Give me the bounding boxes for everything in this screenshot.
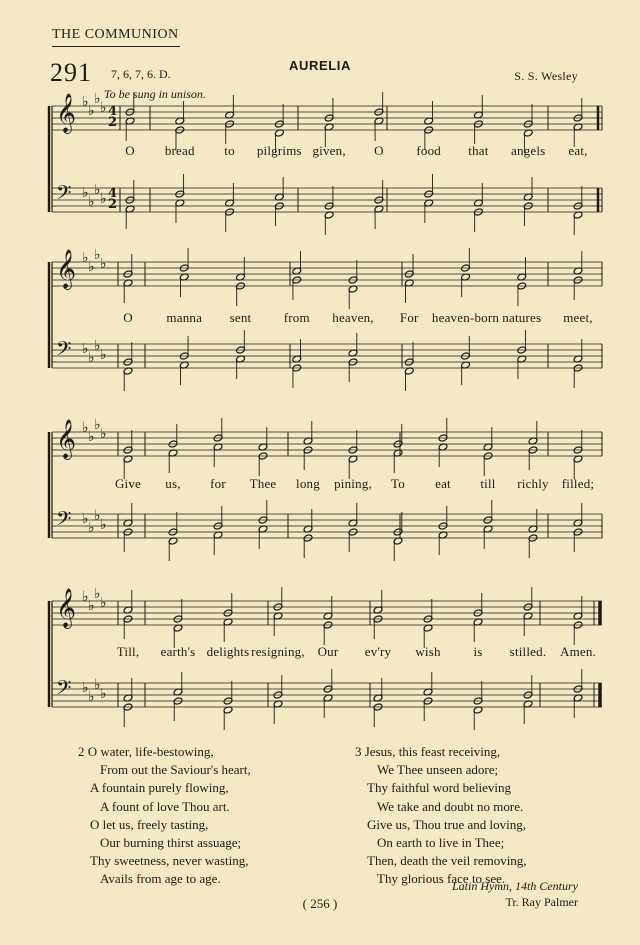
- verse-line: A fount of love Thou art.: [100, 798, 230, 814]
- lyric-syllable: heaven-born: [431, 310, 500, 325]
- treble-clef-icon: 𝄞: [56, 93, 77, 133]
- verse-line: 3 Jesus, this feast receiving,: [355, 744, 501, 759]
- lyric-syllable: ev'ry: [364, 644, 392, 659]
- verse-line: Thy glorious face to see.: [377, 871, 506, 887]
- verse-line: Avails from age to age.: [100, 871, 221, 887]
- lyric-syllable: stilled.: [509, 644, 547, 659]
- flat-icon: ♭: [94, 338, 101, 354]
- running-head: THE COMMUNION: [52, 27, 180, 47]
- time-signature-digit: 2: [108, 115, 118, 130]
- lyric-syllable: For: [399, 310, 419, 325]
- lyric-syllable: O: [374, 143, 384, 158]
- page-number: ( 256 ): [302, 896, 338, 911]
- verse-line: Thy faithful word believing: [367, 780, 512, 796]
- lyric-syllable: Till,: [116, 644, 140, 659]
- lyric-syllable: long: [296, 476, 320, 491]
- verse-2: [78, 743, 251, 889]
- lyric-syllable: that: [468, 143, 489, 158]
- lyric-syllable: resigning,: [251, 644, 305, 659]
- translator-attribution: Tr. Ray Palmer: [505, 895, 578, 909]
- flat-icon: ♭: [88, 689, 95, 705]
- time-signature-digit: 4: [108, 104, 118, 119]
- flat-icon: ♭: [100, 100, 107, 116]
- lyric-syllable: earth's: [160, 644, 196, 659]
- flat-icon: ♭: [100, 686, 107, 702]
- lyric-syllable: Thee: [249, 476, 277, 491]
- lyric-syllable: Give: [114, 476, 142, 491]
- verse-line: We take and doubt no more.: [377, 798, 524, 814]
- flat-icon: ♭: [82, 94, 89, 110]
- lyric-syllable: eat,: [568, 143, 588, 158]
- bass-clef-icon: 𝄢: [56, 181, 72, 209]
- flat-icon: ♭: [100, 256, 107, 272]
- lyric-syllable: pilgrims: [256, 143, 302, 158]
- source-attribution: Latin Hymn, 14th Century: [452, 879, 578, 893]
- tune-name: AURELIA: [289, 58, 351, 73]
- lyric-syllable: food: [416, 143, 441, 158]
- lyric-syllable: angels: [511, 143, 546, 158]
- lyric-syllable: richly: [517, 476, 549, 491]
- flat-icon: ♭: [82, 589, 89, 605]
- flat-icon: ♭: [82, 420, 89, 436]
- lyric-syllable: filled;: [561, 476, 595, 491]
- bass-clef-icon: 𝄢: [56, 676, 72, 704]
- lyric-syllable: given,: [312, 143, 346, 158]
- flat-icon: ♭: [82, 341, 89, 357]
- verse-line: We Thee unseen adore;: [377, 762, 499, 778]
- lyric-syllable: To: [391, 476, 405, 491]
- flat-icon: ♭: [94, 508, 101, 524]
- flat-icon: ♭: [82, 680, 89, 696]
- flat-icon: ♭: [82, 185, 89, 201]
- verse-3: [355, 743, 527, 889]
- flat-icon: ♭: [88, 598, 95, 614]
- lyric-syllable: us,: [165, 476, 181, 491]
- bass-clef-icon: 𝄢: [56, 337, 72, 365]
- composer: S. S. Wesley: [514, 69, 578, 83]
- lyric-syllable: for: [210, 476, 226, 491]
- flat-icon: ♭: [82, 511, 89, 527]
- flat-icon: ♭: [100, 347, 107, 363]
- flat-icon: ♭: [88, 520, 95, 536]
- lyric-syllable: O: [123, 310, 133, 325]
- flat-icon: ♭: [94, 417, 101, 433]
- verse-line: From out the Saviour's heart,: [100, 762, 251, 778]
- lyric-syllable: from: [283, 310, 310, 325]
- verse-line: A fountain purely flowing,: [90, 780, 229, 796]
- lyric-syllable: delights: [206, 644, 250, 659]
- time-signature-digit: 2: [108, 197, 118, 212]
- hymn-number: 291: [50, 58, 92, 87]
- flat-icon: ♭: [94, 91, 101, 107]
- lyric-syllable: till: [480, 476, 496, 491]
- flat-icon: ♭: [88, 429, 95, 445]
- flat-icon: ♭: [94, 247, 101, 263]
- verse-line: O let us, freely tasting,: [90, 816, 209, 832]
- verse-line: Thy sweetness, never wasting,: [90, 853, 249, 869]
- bass-clef-icon: 𝄢: [56, 507, 72, 535]
- lyric-syllable: Our: [317, 644, 339, 659]
- lyric-syllable: meet,: [563, 310, 593, 325]
- lyric-syllable: O: [125, 143, 135, 158]
- flat-icon: ♭: [94, 586, 101, 602]
- lyric-syllable: manna: [166, 310, 203, 325]
- lyric-syllable: pining,: [334, 476, 372, 491]
- time-signature-digit: 4: [108, 186, 118, 201]
- treble-clef-icon: 𝄞: [56, 249, 77, 289]
- verse-line: Give us, Thou true and loving,: [367, 816, 526, 832]
- lyric-syllable: wish: [415, 644, 441, 659]
- flat-icon: ♭: [82, 250, 89, 266]
- lyric-syllable: eat: [435, 476, 451, 491]
- lyric-syllable: Amen.: [559, 644, 597, 659]
- performance-instruction: To be sung in unison.: [104, 87, 206, 101]
- flat-icon: ♭: [88, 194, 95, 210]
- verse-line: Our burning thirst assuage;: [100, 835, 242, 851]
- treble-clef-icon: 𝄞: [56, 419, 77, 459]
- verse-line: On earth to live in Thee;: [377, 835, 505, 851]
- lyric-syllable: natures: [502, 310, 542, 325]
- lyric-syllable: is: [473, 644, 483, 659]
- lyric-syllable: to: [224, 143, 235, 158]
- flat-icon: ♭: [88, 103, 95, 119]
- lyric-syllable: heaven,: [332, 310, 374, 325]
- lyric-syllable: sent: [229, 310, 252, 325]
- flat-icon: ♭: [88, 259, 95, 275]
- treble-clef-icon: 𝄞: [56, 588, 77, 628]
- hymn-meter: 7, 6, 7, 6. D.: [111, 67, 171, 81]
- flat-icon: ♭: [88, 350, 95, 366]
- flat-icon: ♭: [94, 677, 101, 693]
- flat-icon: ♭: [100, 595, 107, 611]
- verse-line: Then, death the veil removing,: [367, 853, 527, 869]
- flat-icon: ♭: [94, 182, 101, 198]
- verse-line: 2 O water, life-bestowing,: [78, 744, 214, 759]
- flat-icon: ♭: [100, 191, 107, 207]
- lyric-syllable: bread: [164, 143, 195, 158]
- flat-icon: ♭: [100, 517, 107, 533]
- flat-icon: ♭: [100, 426, 107, 442]
